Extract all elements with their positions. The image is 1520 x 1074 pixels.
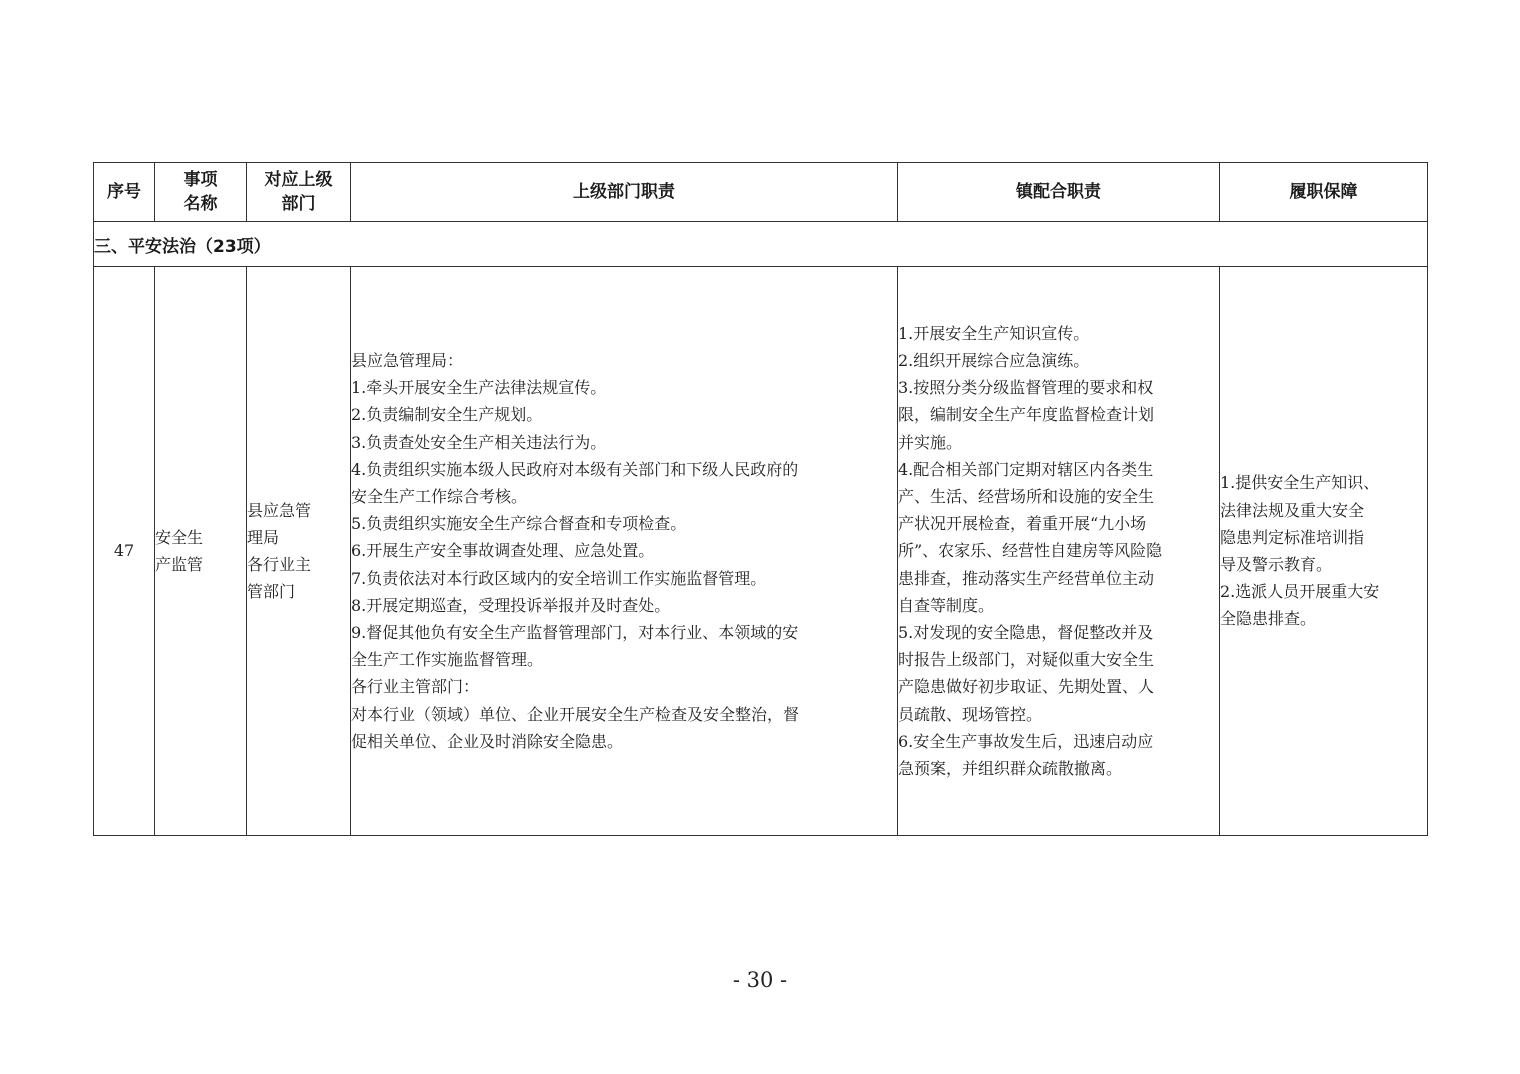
cell-line: 患排查，推动落实生产经营单位主动: [898, 568, 1155, 588]
cell-line: 8.开展定期巡查，受理投诉举报并及时查处。: [351, 595, 671, 615]
cell-line: 产状况开展检查，着重开展“九小场: [898, 514, 1147, 534]
cell-line: 序号: [107, 182, 141, 202]
cell-line: 安全生产工作综合考核。: [351, 486, 528, 506]
cell-line: 对应上级: [264, 170, 333, 190]
cell-line: 急预案，并组织群众疏散撤离。: [898, 759, 1123, 779]
cell-line: 并实施。: [898, 432, 963, 452]
cell-line: 产隐患做好初步取证、先期处置、人: [898, 677, 1155, 697]
cell-line: 法律法规及重大安全: [1220, 500, 1365, 520]
cell-line: 所”、农家乐、经营性自建房等风险隐: [898, 541, 1163, 561]
cell-line: 5.负责组织实施安全生产综合督查和专项检查。: [351, 514, 687, 534]
cell-line: 理局: [247, 527, 280, 547]
cell-line: 1.开展安全生产知识宣传。: [898, 323, 1090, 343]
cell-line: 3.负责查处安全生产相关违法行为。: [351, 432, 607, 452]
cell-line: 管部门: [247, 582, 296, 602]
cell-line: 3.按照分类分级监督管理的要求和权: [898, 378, 1154, 398]
cell-line: 2.选派人员开展重大安: [1220, 582, 1380, 602]
cell-line: 4.配合相关部门定期对辖区内各类生: [898, 459, 1154, 479]
cell-line: 2.负责编制安全生产规划。: [351, 405, 543, 425]
cell-line: 履职保障: [1289, 182, 1358, 202]
cell-line: 县应急管理局：: [351, 350, 464, 370]
cell-line: 6.开展生产安全事故调查处理、应急处置。: [351, 541, 655, 561]
cell-line: 全隐患排查。: [1220, 609, 1317, 629]
row-guarantee: [1220, 267, 1428, 836]
header-row: [94, 163, 1428, 222]
cell-line: 全生产工作实施监督管理。: [351, 650, 544, 670]
cell-line: 名称: [183, 194, 218, 214]
row-superior-duty: [351, 267, 898, 836]
cell-line: 县应急管: [247, 500, 312, 520]
header-index: [94, 163, 155, 222]
cell-line: 各行业主管部门：: [351, 677, 480, 697]
header-town-duty: [898, 163, 1220, 222]
cell-line: 4.负责组织实施本级人民政府对本级有关部门和下级人民政府的: [351, 459, 799, 479]
cell-line: 2.组织开展综合应急演练。: [898, 350, 1090, 370]
cell-line: 5.对发现的安全隐患，督促整改并及: [898, 623, 1154, 642]
header-superior-duty: [351, 163, 898, 222]
row-superior-dept: [247, 267, 351, 836]
cell-line: 安全生: [155, 527, 204, 547]
header-item-name: [155, 163, 247, 222]
cell-line: 隐患判定标准培训指: [1220, 527, 1365, 547]
header-superior-dept: [247, 163, 351, 222]
cell-line: 各行业主: [247, 555, 312, 574]
row-town-duty: [898, 267, 1220, 836]
table-row: [94, 267, 1428, 836]
cell-line: 限，编制安全生产年度监督检查计划: [898, 405, 1155, 425]
cell-line: 员疏散、现场管控。: [898, 704, 1043, 724]
row-item-name: [155, 267, 247, 836]
cell-line: 产监管: [155, 555, 204, 574]
cell-line: 7.负责依法对本行政区域内的安全培训工作实施监督管理。: [351, 568, 767, 588]
header-guarantee: [1220, 163, 1428, 222]
cell-line: 产、生活、经营场所和设施的安全生: [898, 486, 1155, 506]
cell-line: 导及警示教育。: [1220, 555, 1333, 574]
duty-table: [93, 162, 1428, 836]
section-row: [94, 222, 1428, 267]
cell-line: 上级部门职责: [573, 182, 675, 202]
cell-line: 促相关单位、企业及时消除安全隐患。: [351, 731, 624, 751]
cell-line: 镇配合职责: [1016, 182, 1101, 202]
row-index: 47: [94, 267, 155, 836]
section-title: 三、平安法治（23项）: [94, 222, 1428, 267]
cell-line: 自查等制度。: [898, 595, 995, 615]
cell-line: 6.安全生产事故发生后，迅速启动应: [898, 731, 1154, 751]
cell-line: 对本行业（领域）单位、企业开展安全生产检查及安全整治，督: [351, 704, 800, 724]
cell-line: 部门: [281, 194, 316, 214]
cell-line: 时报告上级部门，对疑似重大安全生: [898, 650, 1155, 670]
cell-line: 1.牵头开展安全生产法律法规宣传。: [351, 378, 607, 398]
cell-line: 1.提供安全生产知识、: [1220, 473, 1380, 493]
cell-line: 事项: [183, 170, 218, 190]
cell-line: 9.督促其他负有安全生产监督管理部门，对本行业、本领域的安: [351, 623, 799, 642]
page-number: - 30 -: [732, 968, 788, 992]
